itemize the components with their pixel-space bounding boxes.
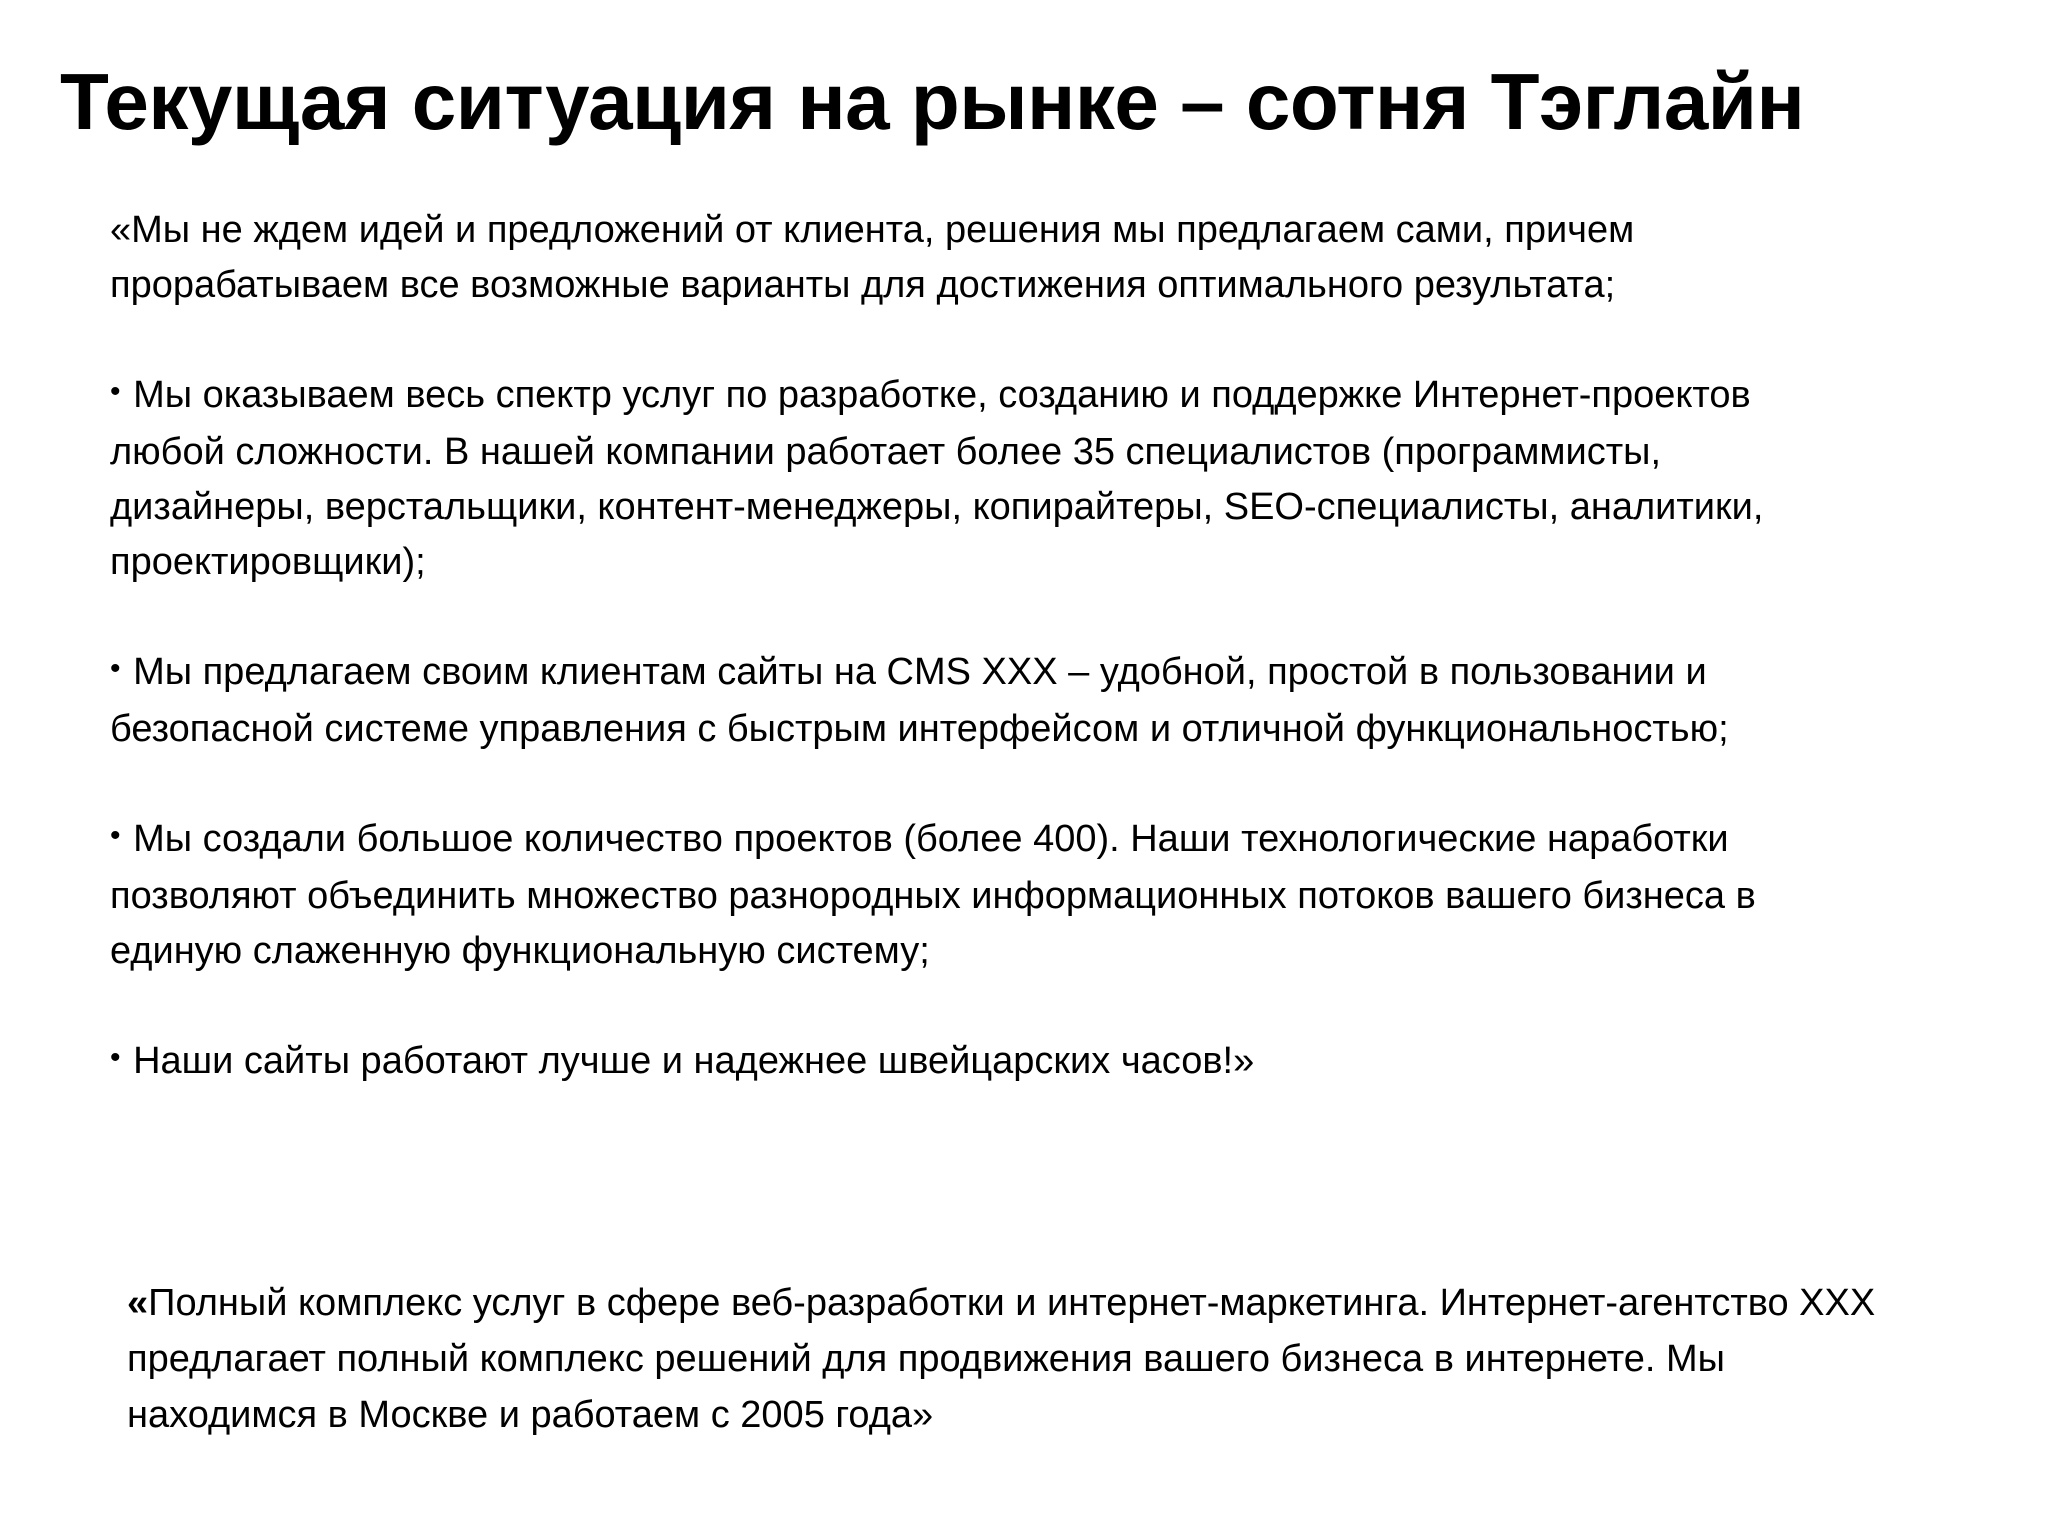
spacer <box>110 313 1870 368</box>
second-quote <box>127 1275 1887 1443</box>
spacer <box>110 757 1870 812</box>
bullet-item <box>110 368 1870 590</box>
bullet-item <box>110 645 1870 757</box>
opening-quote-mark: « <box>127 1282 149 1324</box>
bullet-text: Мы создали большое количество проектов (более 400). Наши технологические наработки позволяют объединить множество разнородных информационных потоков вашего бизнеса в единую слаженную функциональную систему; <box>110 818 1756 972</box>
bullet-icon: • <box>110 819 121 852</box>
bullet-item <box>110 812 1870 979</box>
bullet-text: Мы оказываем весь спектр услуг по разработке, созданию и поддержке Интернет-проектов любой сложности. В нашей компании работает более 35 специалистов (программисты, дизайнеры, верстальщики, контент-менеджеры, копирайтеры, SEO-специалисты, аналитики, проектировщики); <box>110 374 1764 583</box>
bullet-text: Наши сайты работают лучше и надежнее швейцарских часов!» <box>133 1040 1255 1082</box>
bullet-item <box>110 1034 1870 1091</box>
first-quote-block <box>110 203 1870 1091</box>
bullet-icon: • <box>110 652 121 685</box>
bullet-text: Мы предлагаем своим клиентам сайты на CMS XXX – удобной, простой в пользовании и безопасной системе управления с быстрым интерфейсом и отличной функциональностью; <box>110 651 1729 750</box>
slide-title: Текущая ситуация на рынке – сотня Тэглайн <box>60 57 1805 146</box>
quote-intro: «Мы не ждем идей и предложений от клиента, решения мы предлагаем сами, причем прорабатываем все возможные варианты для достижения оптимального результата; <box>110 209 1635 306</box>
spacer <box>110 979 1870 1034</box>
second-quote-text: Полный комплекс услуг в сфере веб-разработки и интернет-маркетинга. Интернет-агентство XXX предлагает полный комплекс решений для продвижения вашего бизнеса в интернете. Мы находимся в Москве и работаем с 2005 года» <box>127 1282 1876 1436</box>
bullet-icon: • <box>110 1041 121 1074</box>
bullet-icon: • <box>110 375 121 408</box>
spacer <box>110 590 1870 645</box>
